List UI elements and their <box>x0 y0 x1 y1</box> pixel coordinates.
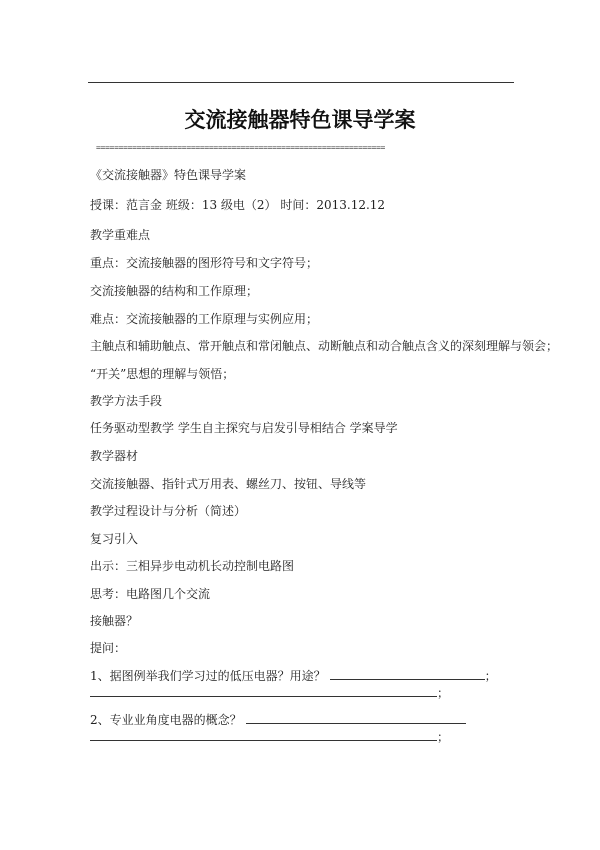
doc-line: 交流接触器、指针式万用表、螺丝刀、按钮、导线等 <box>90 477 367 491</box>
doc-line-info: 授课：范言金 班级：13 级电（2） 时间：2013.12.12 <box>90 198 386 212</box>
doc-line: 主触点和辅助触点、常开触点和常闭触点、动断触点和动合触点含义的深刻理解与领会； <box>90 339 559 353</box>
doc-line: 交流接触器的结构和工作原理； <box>90 284 259 298</box>
question-2-text: 2、专业业角度电器的概念？ <box>90 713 242 727</box>
doc-line-heading: 教学重难点 <box>90 228 151 242</box>
question-2-answer-blank[interactable] <box>246 711 466 724</box>
question-1-text: 1、据图例举我们学习过的低压电器？用途？ <box>90 669 326 683</box>
doc-line-heading: 教学器材 <box>90 449 139 463</box>
document-title: 交流接触器特色课导学案 <box>184 108 416 132</box>
doc-line: “开关”思想的理解与领悟； <box>90 367 235 381</box>
separator-line: ================================================================ <box>96 143 386 152</box>
doc-line: 出示：三相异步电动机长动控制电路图 <box>90 559 295 573</box>
question-1 <box>90 667 497 684</box>
question-1-continuation <box>90 684 449 701</box>
doc-line-heading: 教学方法手段 <box>90 394 163 408</box>
question-2-continuation <box>90 728 449 745</box>
question-1-answer-blank[interactable] <box>330 667 485 680</box>
doc-line: 重点：交流接触器的图形符号和文字符号； <box>90 256 319 270</box>
question-1-cont-mark: ； <box>437 686 450 700</box>
question-2-cont-mark: ； <box>437 730 450 744</box>
doc-line: 提问： <box>90 641 127 655</box>
doc-line: 思考：电路图几个交流 <box>90 587 211 601</box>
doc-line: 任务驱动型教学 学生自主探究与启发引导相结合 学案导学 <box>90 421 398 435</box>
doc-line: 接触器？ <box>90 614 139 628</box>
doc-line: 难点：交流接触器的工作原理与实例应用； <box>90 312 319 326</box>
header-rule <box>88 82 514 83</box>
doc-line-heading: 教学过程设计与分析（简述） <box>90 504 247 518</box>
question-2-answer-blank-2[interactable] <box>90 728 437 741</box>
question-1-end-mark: ； <box>484 669 497 683</box>
doc-line: 复习引入 <box>90 532 139 546</box>
question-1-answer-blank-2[interactable] <box>90 684 437 697</box>
question-2 <box>90 711 466 728</box>
doc-line-subtitle: 《交流接触器》特色课导学案 <box>90 168 247 182</box>
